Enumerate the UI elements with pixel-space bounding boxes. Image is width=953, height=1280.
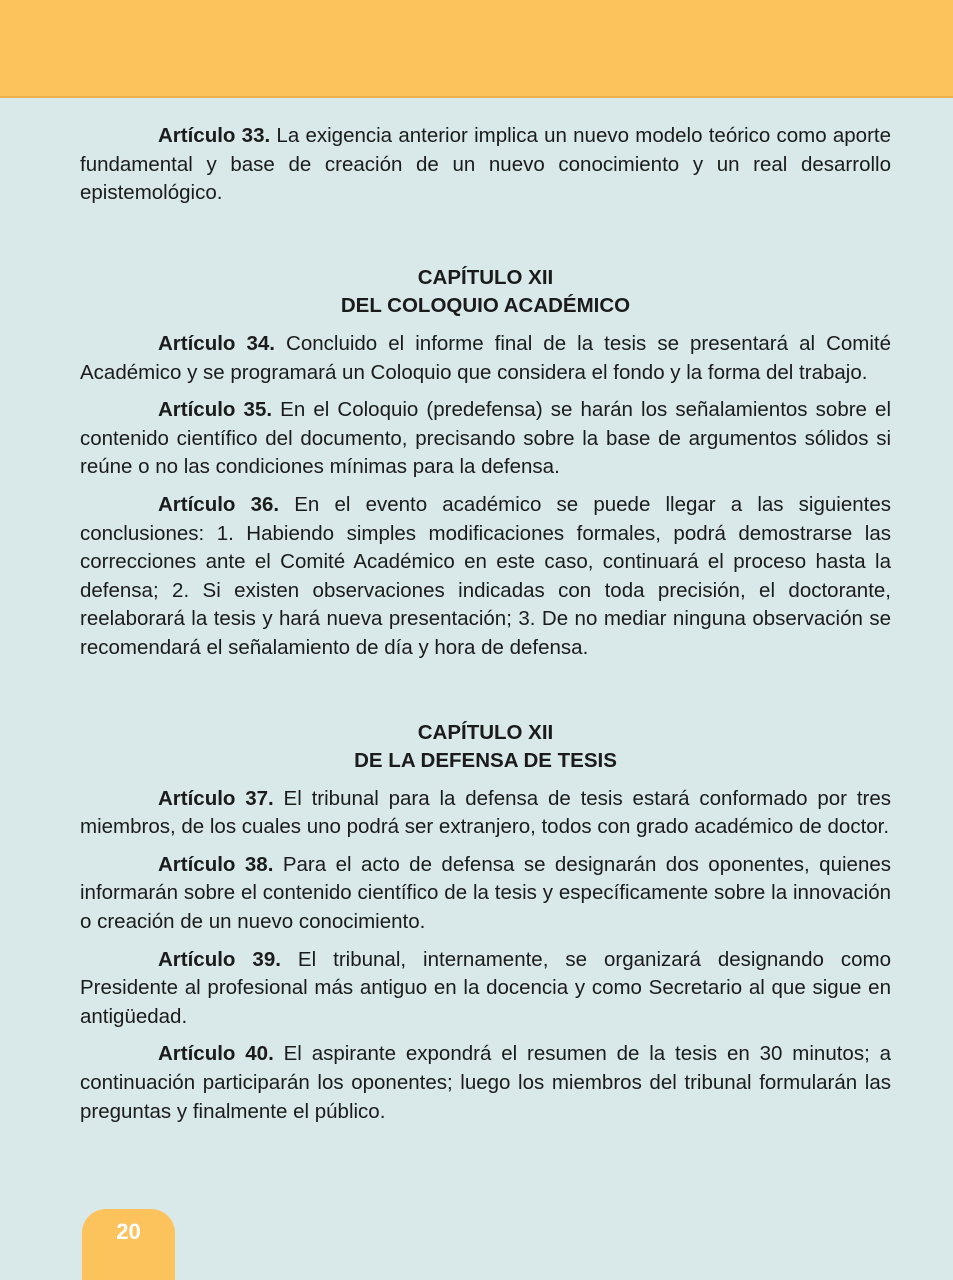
article-34-label: Artículo 34. xyxy=(158,331,275,355)
article-40 xyxy=(80,1040,891,1126)
page-number: 20 xyxy=(116,1219,141,1244)
page-number-tab xyxy=(82,1209,175,1280)
article-33-label: Artículo 33. xyxy=(158,124,271,147)
article-37-text: El tribunal para la defensa de tesis estará conformado por tres miembros, de los cuales uno podrá ser extranjero, todos con grado académico de doctor. xyxy=(80,786,891,839)
article-39-text: El tribunal, internamente, se organizará designando como Presidente al profesional más antiguo en la docencia y como Secretario al que sigue en antigüedad. xyxy=(80,947,891,1028)
chapter-heading-coloquio xyxy=(80,264,891,321)
article-38-text: Para el acto de defensa se designarán dos oponentes, quienes informarán sobre el contenido científico de la tesis y específicamente sobre la innovación o creación de un nuevo conocimiento. xyxy=(80,852,891,934)
article-36 xyxy=(80,491,891,663)
article-38-label: Artículo 38. xyxy=(158,852,274,876)
chapter-number: CAPÍTULO XII xyxy=(417,720,554,744)
chapter-heading-defensa xyxy=(80,719,891,776)
article-35 xyxy=(80,396,891,482)
article-39-label: Artículo 39. xyxy=(158,947,281,971)
article-36-text: En el evento académico se puede llegar a las siguientes conclusiones: 1. Habiendo simples modificaciones formales, podrá demostrarse las correcciones ante el Comité Académico en este caso, continuará el proceso hasta la defensa; 2. Si existen observaciones indicadas con toda precisión, el doctorante, reelaborará la tesis y hará nueva presentación; 3. De no mediar ninguna observación se recomendará el señalamiento de día y hora de defensa. xyxy=(80,492,891,659)
article-37-label: Artículo 37. xyxy=(158,786,274,810)
article-34-text: Concluido el informe final de la tesis se presentará al Comité Académico y se programará un Coloquio que considera el fondo y la forma del trabajo. xyxy=(80,331,892,384)
page-content xyxy=(80,122,891,1135)
article-38 xyxy=(80,851,891,937)
article-37 xyxy=(80,785,891,842)
chapter-title: DE LA DEFENSA DE TESIS xyxy=(354,749,617,773)
article-34 xyxy=(80,330,891,387)
article-35-label: Artículo 35. xyxy=(158,398,273,422)
article-36-label: Artículo 36. xyxy=(158,492,280,516)
article-33-text: La exigencia anterior implica un nuevo modelo teórico como aporte fundamental y base de creación de un nuevo conocimiento y un real desarrollo epistemológico. xyxy=(80,124,891,205)
article-35-text: En el Coloquio (predefensa) se harán los señalamientos sobre el contenido científico del documento, precisando sobre la base de argumentos sólidos si reúne o no las condiciones mínimas para la defensa. xyxy=(80,398,892,479)
chapter-number: CAPÍTULO XII xyxy=(417,265,554,289)
article-40-text: El aspirante expondrá el resumen de la tesis en 30 minutos; a continuación participarán los oponentes; luego los miembros del tribunal formularán las preguntas y finalmente el público. xyxy=(80,1042,892,1123)
chapter-title: DEL COLOQUIO ACADÉMICO xyxy=(340,294,631,318)
article-39 xyxy=(80,946,891,1032)
article-40-label: Artículo 40. xyxy=(158,1042,274,1066)
article-33 xyxy=(80,122,891,208)
header-band xyxy=(0,0,953,98)
